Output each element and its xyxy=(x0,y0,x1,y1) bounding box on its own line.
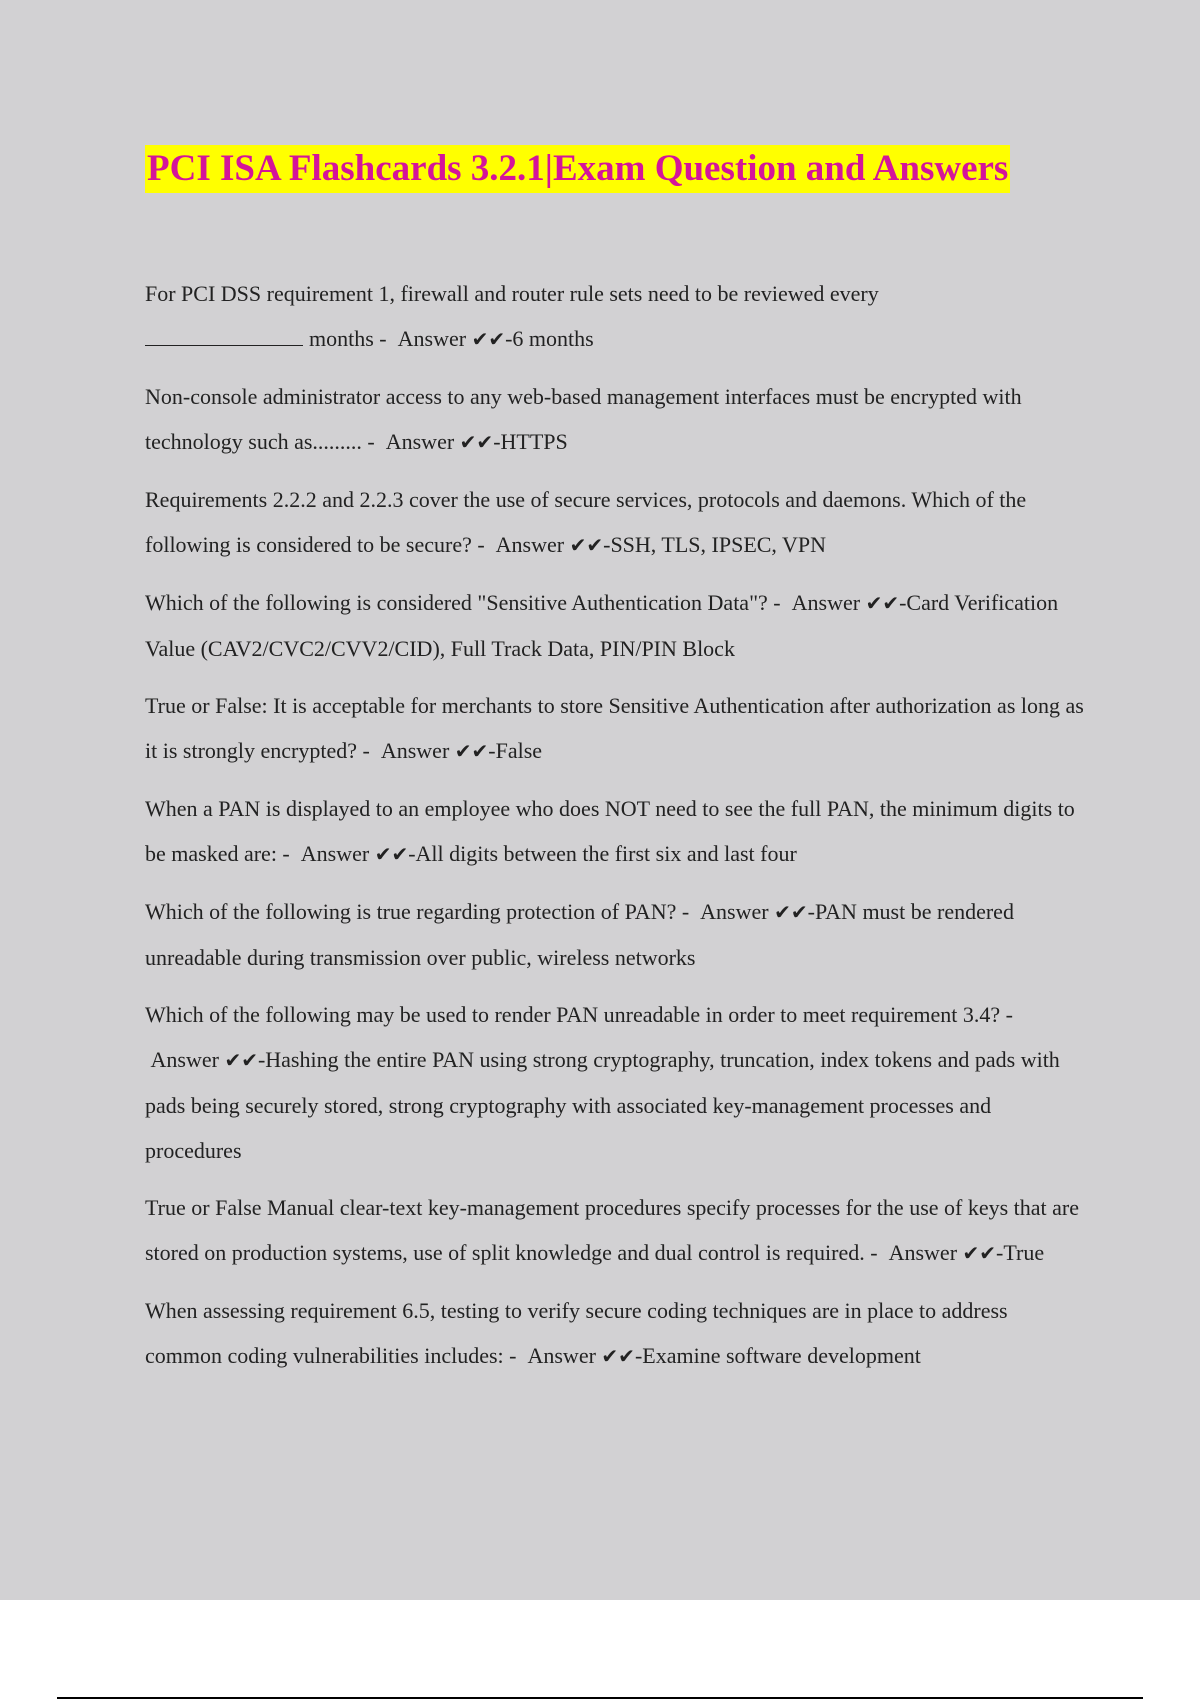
answer-text: -PAN must be rendered unreadable during transmission over public, wireless networks xyxy=(145,899,1014,970)
answer-label: Answer xyxy=(385,429,455,454)
answer-label: Answer xyxy=(300,841,370,866)
question-text: True or False Manual clear-text key-management procedures specify processes for the use of keys that are stored on production systems, use of split knowledge and dual control is required. - xyxy=(145,1195,1080,1265)
answer-text: -6 months xyxy=(505,326,594,351)
answer-label: Answer xyxy=(791,590,861,615)
qa-list xyxy=(145,271,1090,1379)
qa-item xyxy=(145,271,1090,362)
answer-label: Answer xyxy=(380,738,450,763)
answer-label: Answer xyxy=(888,1240,958,1265)
qa-item xyxy=(145,1288,1090,1379)
answer-label: Answer xyxy=(700,899,769,924)
answer-label: Answer xyxy=(397,326,467,351)
double-check-icon: ✔✔ xyxy=(374,842,409,866)
double-check-icon: ✔✔ xyxy=(224,1048,258,1072)
qa-item xyxy=(145,374,1090,465)
answer-text: -True xyxy=(996,1240,1045,1265)
qa-item xyxy=(145,992,1090,1173)
question-text: Which of the following is considered "Sensitive Authentication Data"? - xyxy=(145,590,781,615)
answer-text: -HTTPS xyxy=(493,429,568,454)
answer-text: -Examine software development xyxy=(634,1343,921,1368)
title-block xyxy=(145,145,1090,193)
question-text: Which of the following is true regarding protection of PAN? - xyxy=(145,899,690,924)
question-text: Requirements 2.2.2 and 2.2.3 cover the use of secure services, protocols and daemons. Which of the following is considered to be secure? - xyxy=(145,487,1027,557)
double-check-icon: ✔✔ xyxy=(962,1241,997,1265)
question-text: When assessing requirement 6.5, testing to verify secure coding techniques are in place to address common coding vulnerabilities includes: - xyxy=(145,1298,1008,1368)
qa-item xyxy=(145,889,1090,980)
double-check-icon: ✔✔ xyxy=(601,1344,635,1368)
page-content xyxy=(145,145,1090,1391)
answer-text: -All digits between the first six and last four xyxy=(408,841,797,866)
question-text: For PCI DSS requirement 1, firewall and router rule sets need to be reviewed every xyxy=(145,281,879,306)
document-title: PCI ISA Flashcards 3.2.1|Exam Question and Answers xyxy=(145,145,1010,193)
double-check-icon: ✔✔ xyxy=(454,739,489,763)
double-check-icon: ✔✔ xyxy=(865,591,900,615)
qa-item xyxy=(145,1185,1090,1276)
answer-text: -Hashing the entire PAN using strong cryptography, truncation, index tokens and pads with pads being securely stored, strong cryptography with associated key-management processes and procedures xyxy=(145,1047,1060,1163)
qa-item xyxy=(145,786,1090,877)
answer-text: -False xyxy=(488,738,543,763)
answer-label: Answer xyxy=(495,532,565,557)
question-text: Which of the following may be used to render PAN unreadable in order to meet requirement 3.4? - xyxy=(145,1002,1013,1027)
double-check-icon: ✔✔ xyxy=(569,533,604,557)
question-text: True or False: It is acceptable for merchants to store Sensitive Authentication after authorization as long as it is strongly encrypted? - xyxy=(145,693,1084,763)
answer-label: Answer xyxy=(150,1047,219,1072)
answer-label: Answer xyxy=(527,1343,596,1368)
footer-divider xyxy=(57,1697,1143,1699)
answer-text: -SSH, TLS, IPSEC, VPN xyxy=(603,532,827,557)
qa-item xyxy=(145,477,1090,568)
qa-item xyxy=(145,683,1090,774)
double-check-icon: ✔✔ xyxy=(774,900,808,924)
question-text: Non-console administrator access to any web-based management interfaces must be encrypted with technology such as......... - xyxy=(145,384,1022,454)
question-suffix: months - xyxy=(309,326,387,351)
double-check-icon: ✔✔ xyxy=(471,327,506,351)
question-text: When a PAN is displayed to an employee who does NOT need to see the full PAN, the minimum digits to be masked are: - xyxy=(145,796,1075,866)
double-check-icon: ✔✔ xyxy=(459,430,494,454)
fill-in-blank xyxy=(145,323,303,346)
answer-text: -Card Verification Value (CAV2/CVC2/CVV2/CID), Full Track Data, PIN/PIN Block xyxy=(145,590,1059,661)
qa-item xyxy=(145,580,1090,671)
